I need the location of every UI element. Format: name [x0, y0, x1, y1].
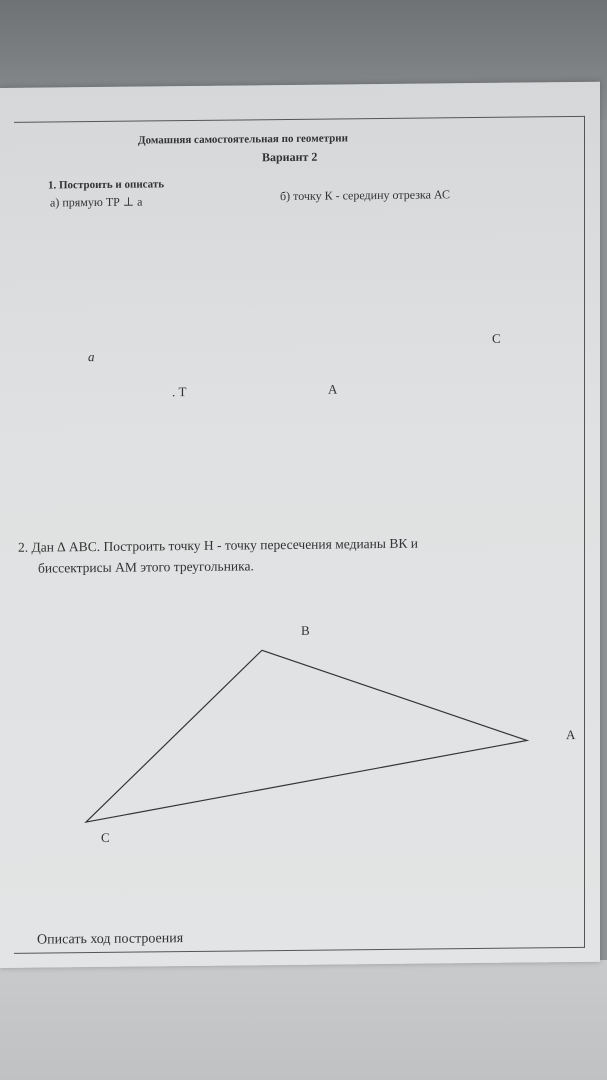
task1-part-b: б) точку К - середину отрезка АС: [280, 187, 450, 204]
variant-label: Вариант 2: [262, 149, 318, 165]
worksheet-paper: [0, 82, 600, 968]
line-a-label: a: [88, 349, 95, 365]
task1-heading: 1. Построить и описать: [48, 178, 165, 192]
background-bottom: [0, 960, 607, 1080]
worksheet-title: Домашняя самостоятельная по геометрии: [138, 132, 348, 147]
vertex-b-label: В: [301, 622, 310, 638]
point-t-label: . Т: [172, 384, 187, 400]
task2-line1: 2. Дан ∆ АВС. Построить точку Н - точку пересечения медианы ВК и: [18, 535, 418, 555]
task2-line2: биссектрисы АМ этого треугольника.: [38, 558, 254, 576]
describe-construction-label: Описать ход построения: [37, 931, 184, 948]
vertex-c-label: С: [101, 829, 110, 845]
point-c-label: С: [492, 330, 501, 346]
triangle-abc-figure: [0, 82, 600, 968]
vertex-a-label: А: [566, 726, 576, 743]
point-a-label: А: [328, 381, 338, 397]
task1-part-a: а) прямую ТР ⊥ a: [50, 194, 143, 210]
triangle-abc: [86, 647, 527, 822]
